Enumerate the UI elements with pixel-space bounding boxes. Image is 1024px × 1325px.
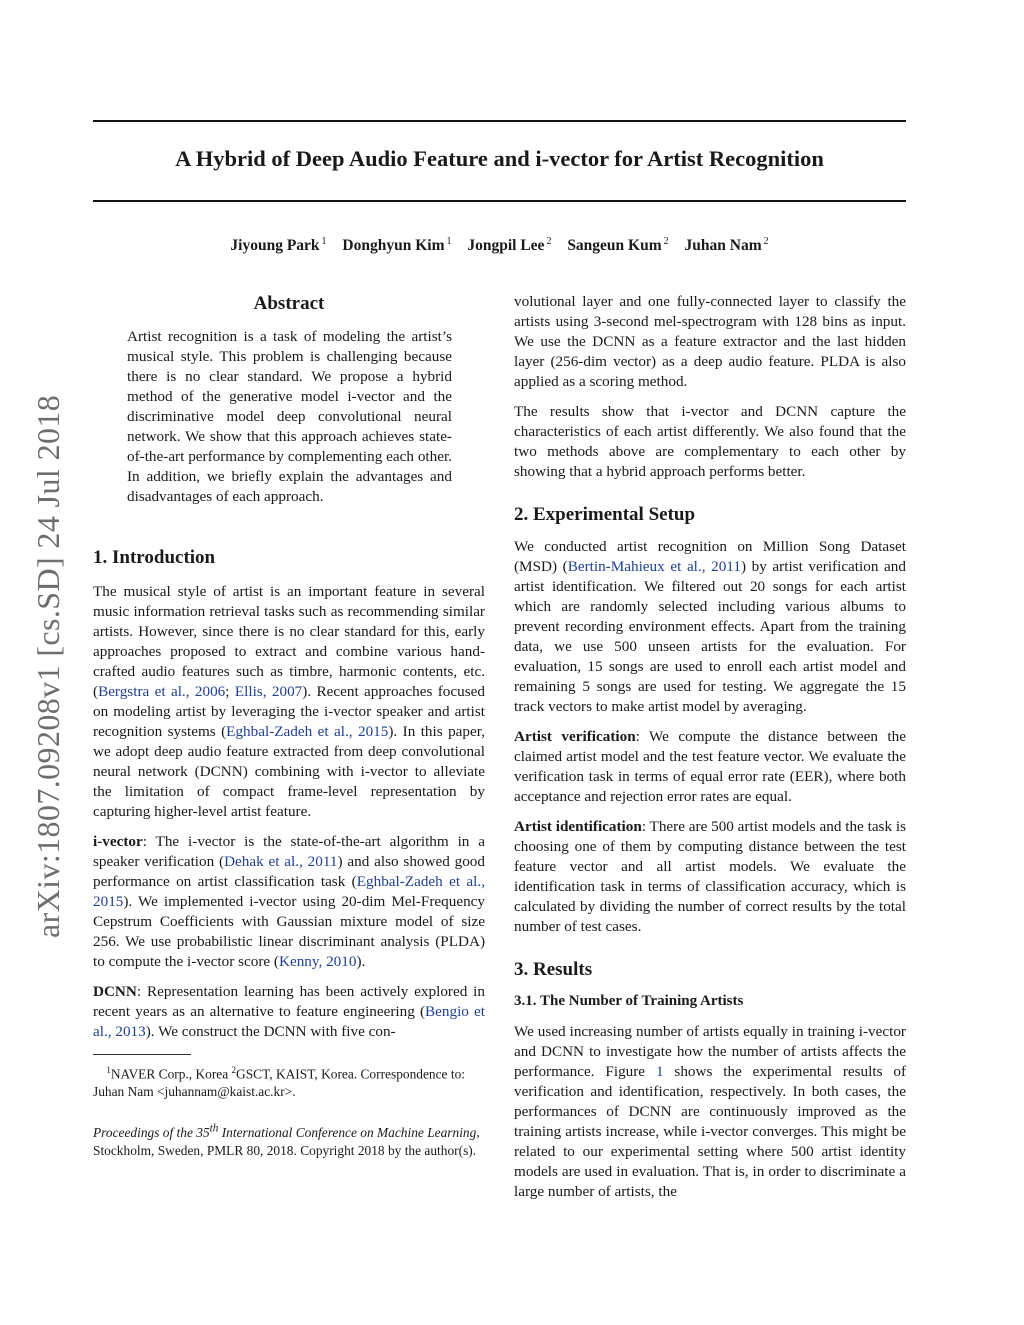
author: Jiyoung Park $^1$ [230, 236, 327, 254]
setup-paragraph: We conducted artist recognition on Million Song Dataset (MSD) (Bertin-Mahieux et al., 2011) by artist verification and artist identification. We filtered out 20 songs for each artist which are randomly selected including various albums to prevent recording environment effects. Apart from the training data, we use 500 unseen artists for the evaluation. For evaluation, 15 songs are used to enroll each artist model and remaining 5 songs are used for testing. We aggregate the 15 track vectors to make artist model by averaging. [514, 538, 906, 715]
proceedings-note: Proceedings of the 35th International Conference on Machine Learning, Stockholm, Sweden, PMLR 80, 2018. Copyright 2018 by the author(s). [93, 1122, 480, 1158]
footnote-rule [93, 1054, 191, 1055]
subsection-heading-training-artists: 3.1. The Number of Training Artists [514, 993, 744, 1009]
arxiv-identifier[interactable]: arXiv:1807.09208v1 [cs.SD] 24 Jul 2018 [30, 394, 66, 938]
author: Sangeun Kum $^2$ [567, 236, 669, 254]
section-heading-results: 3. Results [514, 959, 593, 980]
citation-link[interactable]: Dehak et al., 2011 [224, 853, 338, 870]
title-rule-bottom [93, 200, 906, 202]
section-heading-introduction: 1. Introduction [93, 547, 216, 568]
author: Jongpil Lee $^2$ [467, 236, 552, 254]
dcnn-continued-paragraph: volutional layer and one fully-connected layer to classify the artists using 3-second mel-spectrogram with 128 bins as input. We use the DCNN as a feature extractor and the last hidden layer (256-dim vector) as a deep audio feature. PLDA is also applied as a scoring method. [514, 293, 906, 390]
verification-paragraph: Artist verification: We compute the distance between the claimed artist model and the test feature vector. We evaluate the verification task in terms of equal error rate (EER), where both acceptance and rejection error rates are equal. [514, 728, 906, 805]
citation-link[interactable]: Eghbal-Zadeh et al., 2015 [93, 873, 485, 910]
ivector-paragraph: i-vector: The i-vector is the state-of-the-art algorithm in a speaker verification (Dehak et al., 2011) and also showed good performance on artist classification task (Eghbal-Zadeh et al., 2015). We implemented i-vector using 20-dim Mel-Frequency Cepstrum Coefficients with Gaussian mixture model of size 256. We use probabilistic linear discriminant analysis (PLDA) to compute the i-vector score (Kenny, 2010). [93, 833, 485, 970]
left-column [93, 292, 485, 1160]
affiliation-footnote: $^1$NAVER Corp., Korea $^2$GSCT, KAIST, Korea. Correspondence to: Juhan Nam <juhannam@kaist.ac.kr>. [93, 1065, 465, 1100]
citation-link[interactable]: Bergstra et al., 2006 [98, 683, 226, 700]
citation-link[interactable]: Bengio et al., 2013 [93, 1003, 486, 1040]
dcnn-paragraph: DCNN: Representation learning has been actively explored in recent years as an alternative to feature engineering (Bengio et al., 2013). We construct the DCNN with five con- [93, 983, 486, 1040]
citation-link[interactable]: Kenny, 2010 [278, 953, 357, 970]
paper-title: A Hybrid of Deep Audio Feature and i-vector for Artist Recognition [175, 146, 824, 171]
ivector-label: i-vector [93, 833, 143, 850]
right-column [514, 292, 906, 1202]
section-heading-experimental-setup: 2. Experimental Setup [514, 504, 696, 525]
abstract-text: Artist recognition is a task of modeling the artist’s musical style. This problem is challenging because there is no clear standard. We propose a hybrid method of the generative model i-vector and the discriminative model deep convolutional neural network. We show that this approach achieves state-of-the-art performance by complementing each other. In addition, we briefly explain the advantages and disadvantages of each approach. [127, 328, 452, 505]
intro-paragraph: The musical style of artist is an important feature in several music information retrieval tasks such as recommending similar artists. However, since there is no clear standard for this, early approaches proposed to extract and combine various hand-crafted audio features such as timbre, harmonic contents, etc. (Bergstra et al., 2006; Ellis, 2007). Recent approaches focused on modeling artist by leveraging the i-vector speaker and artist recognition systems (Eghbal-Zadeh et al., 2015). In this paper, we adopt deep audio feature extracted from deep convolutional neural network (DCNN) combining with i-vector to alleviate the limitation of compact frame-level representation by capturing higher-level artist feature. [93, 583, 485, 820]
identification-label: Artist identification [514, 818, 642, 835]
training-artists-paragraph: We used increasing number of artists equally in training i-vector and DCNN to investigate how the number of artists affects the performance. Figure 1 shows the experimental results of verification and identification, respectively. In both cases, the performances of DCNN are continuously improved as the training artists increase, while i-vector converges. This might be related to our experimental setting where 500 artist identity models are used in evaluation. That is, in order to discriminate a large number of artists, the [514, 1023, 907, 1200]
verification-label: Artist verification [514, 728, 636, 745]
title-rule-top [93, 120, 906, 122]
author: Donghyun Kim $^1$ [342, 236, 452, 254]
author-list [93, 236, 906, 255]
citation-link[interactable]: Bertin-Mahieux et al., 2011 [567, 558, 741, 575]
dcnn-label: DCNN [93, 983, 137, 1000]
citation-link[interactable]: Eghbal-Zadeh et al., 2015 [226, 723, 389, 740]
figure-link[interactable]: 1 [655, 1063, 664, 1080]
identification-paragraph: Artist identification: There are 500 artist models and the task is choosing one of them by computing distance between the test feature vector and all artist models. We evaluate the identification task in terms of classification accuracy, which is calculated by dividing the number of correct results by the total number of test cases. [514, 818, 906, 935]
results-summary-paragraph: The results show that i-vector and DCNN capture the characteristics of each artist differently. We also found that the two methods above are complementary to each other by showing that a hybrid approach performs better. [514, 403, 906, 480]
abstract-heading: Abstract [253, 293, 325, 314]
author: Juhan Nam $^2$ [684, 236, 769, 254]
citation-link[interactable]: Ellis, 2007 [234, 683, 303, 700]
